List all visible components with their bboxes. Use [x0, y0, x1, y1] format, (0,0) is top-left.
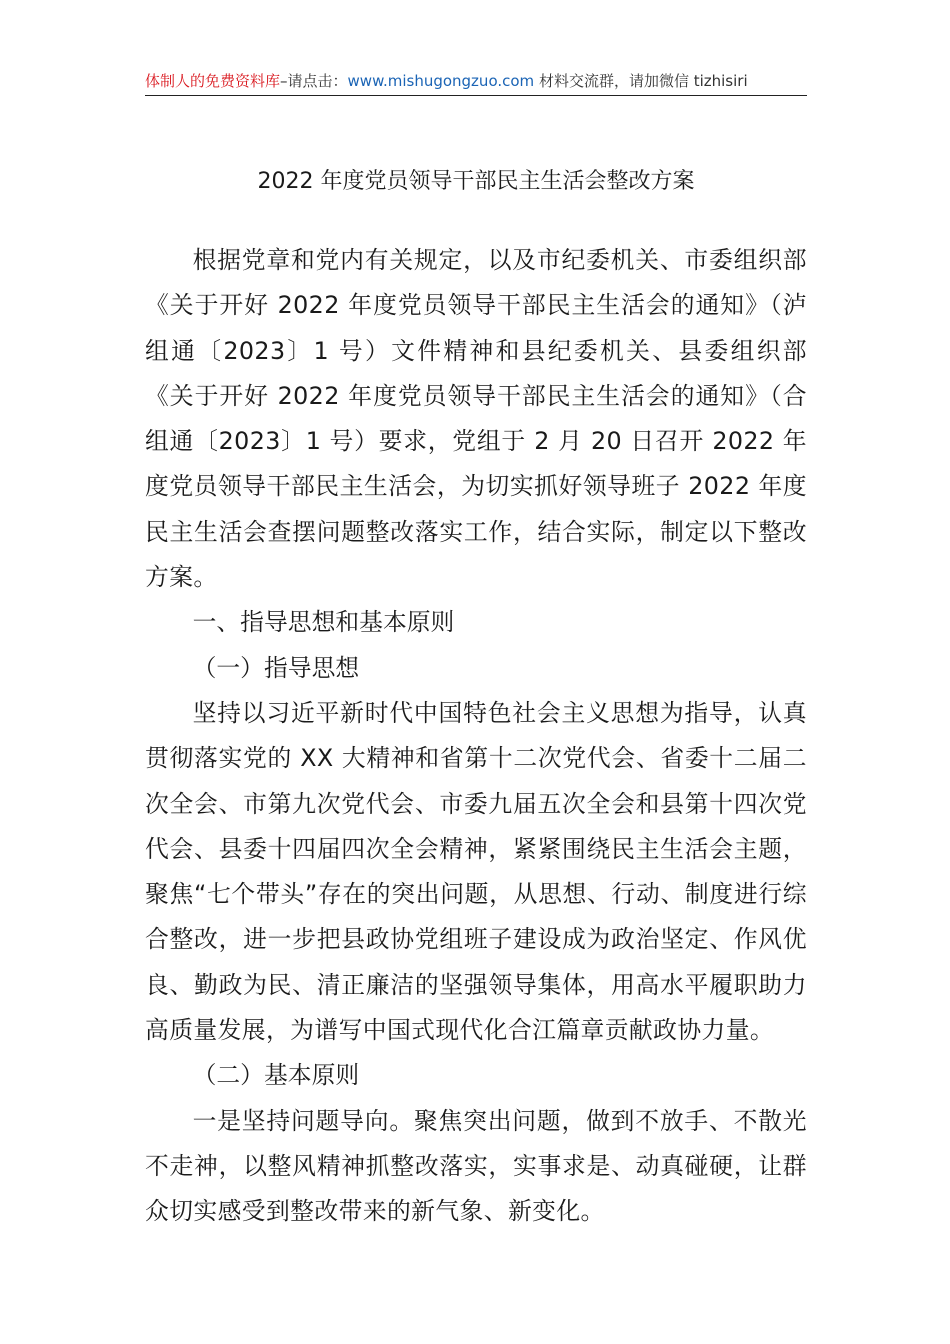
- document-body: [145, 238, 807, 1235]
- header-prompt: –请点击：: [280, 72, 348, 90]
- header-link[interactable]: www.mishugongzuo.com: [347, 72, 535, 90]
- header-suffix: 材料交流群，请加微信 tizhisiri: [534, 72, 748, 90]
- subsection-heading-2: （二）基本原则: [192, 1061, 360, 1090]
- header-divider: [145, 95, 807, 96]
- header-banner: [145, 68, 805, 94]
- section-heading-1: 一、指导思想和基本原则: [192, 608, 455, 637]
- document-title: 2022 年度党员领导干部民主生活会整改方案: [257, 169, 695, 194]
- paragraph-intro: 根据党章和党内有关规定，以及市纪委机关、市委组织部《关于开好 2022 年度党员领导干部民主生活会的通知》（泸组通〔2023〕1 号）文件精神和县纪委机关、县委组织部《关于开好 2022 年度党员领导干部民主生活会的通知》（合组通〔2023〕1 号）要求，党组于 2 月 20 日召开 2022 年度党员领导干部民主生活会，为切实抓好领导班子 2022 年度民主生活会查摆问题整改落实工作，结合实际，制定以下整改方案。: [145, 246, 807, 592]
- header-brand: 体制人的免费资料库: [145, 72, 281, 90]
- paragraph-guiding-thought: 坚持以习近平新时代中国特色社会主义思想为指导，认真贯彻落实党的 XX 大精神和省第十二次党代会、省委十二届二次全会、市第九次党代会、市委九届五次全会和县第十四次党代会、县委十四届四次全会精神，紧紧围绕民主生活会主题，聚焦“七个带头”存在的突出问题，从思想、行动、制度进行综合整改，进一步把县政协党组班子建设成为政治坚定、作风优良、勤政为民、清正廉洁的坚强领导集体，用高水平履职助力高质量发展，为谱写中国式现代化合江篇章贡献政协力量。: [145, 698, 807, 1045]
- paragraph-principle-1: 一是坚持问题导向。聚焦突出问题，做到不放手、不散光不走神，以整风精神抓整改落实，实事求是、动真碰硬，让群众切实感受到整改带来的新气象、新变化。: [145, 1106, 807, 1226]
- subsection-heading-1: （一）指导思想: [192, 653, 360, 682]
